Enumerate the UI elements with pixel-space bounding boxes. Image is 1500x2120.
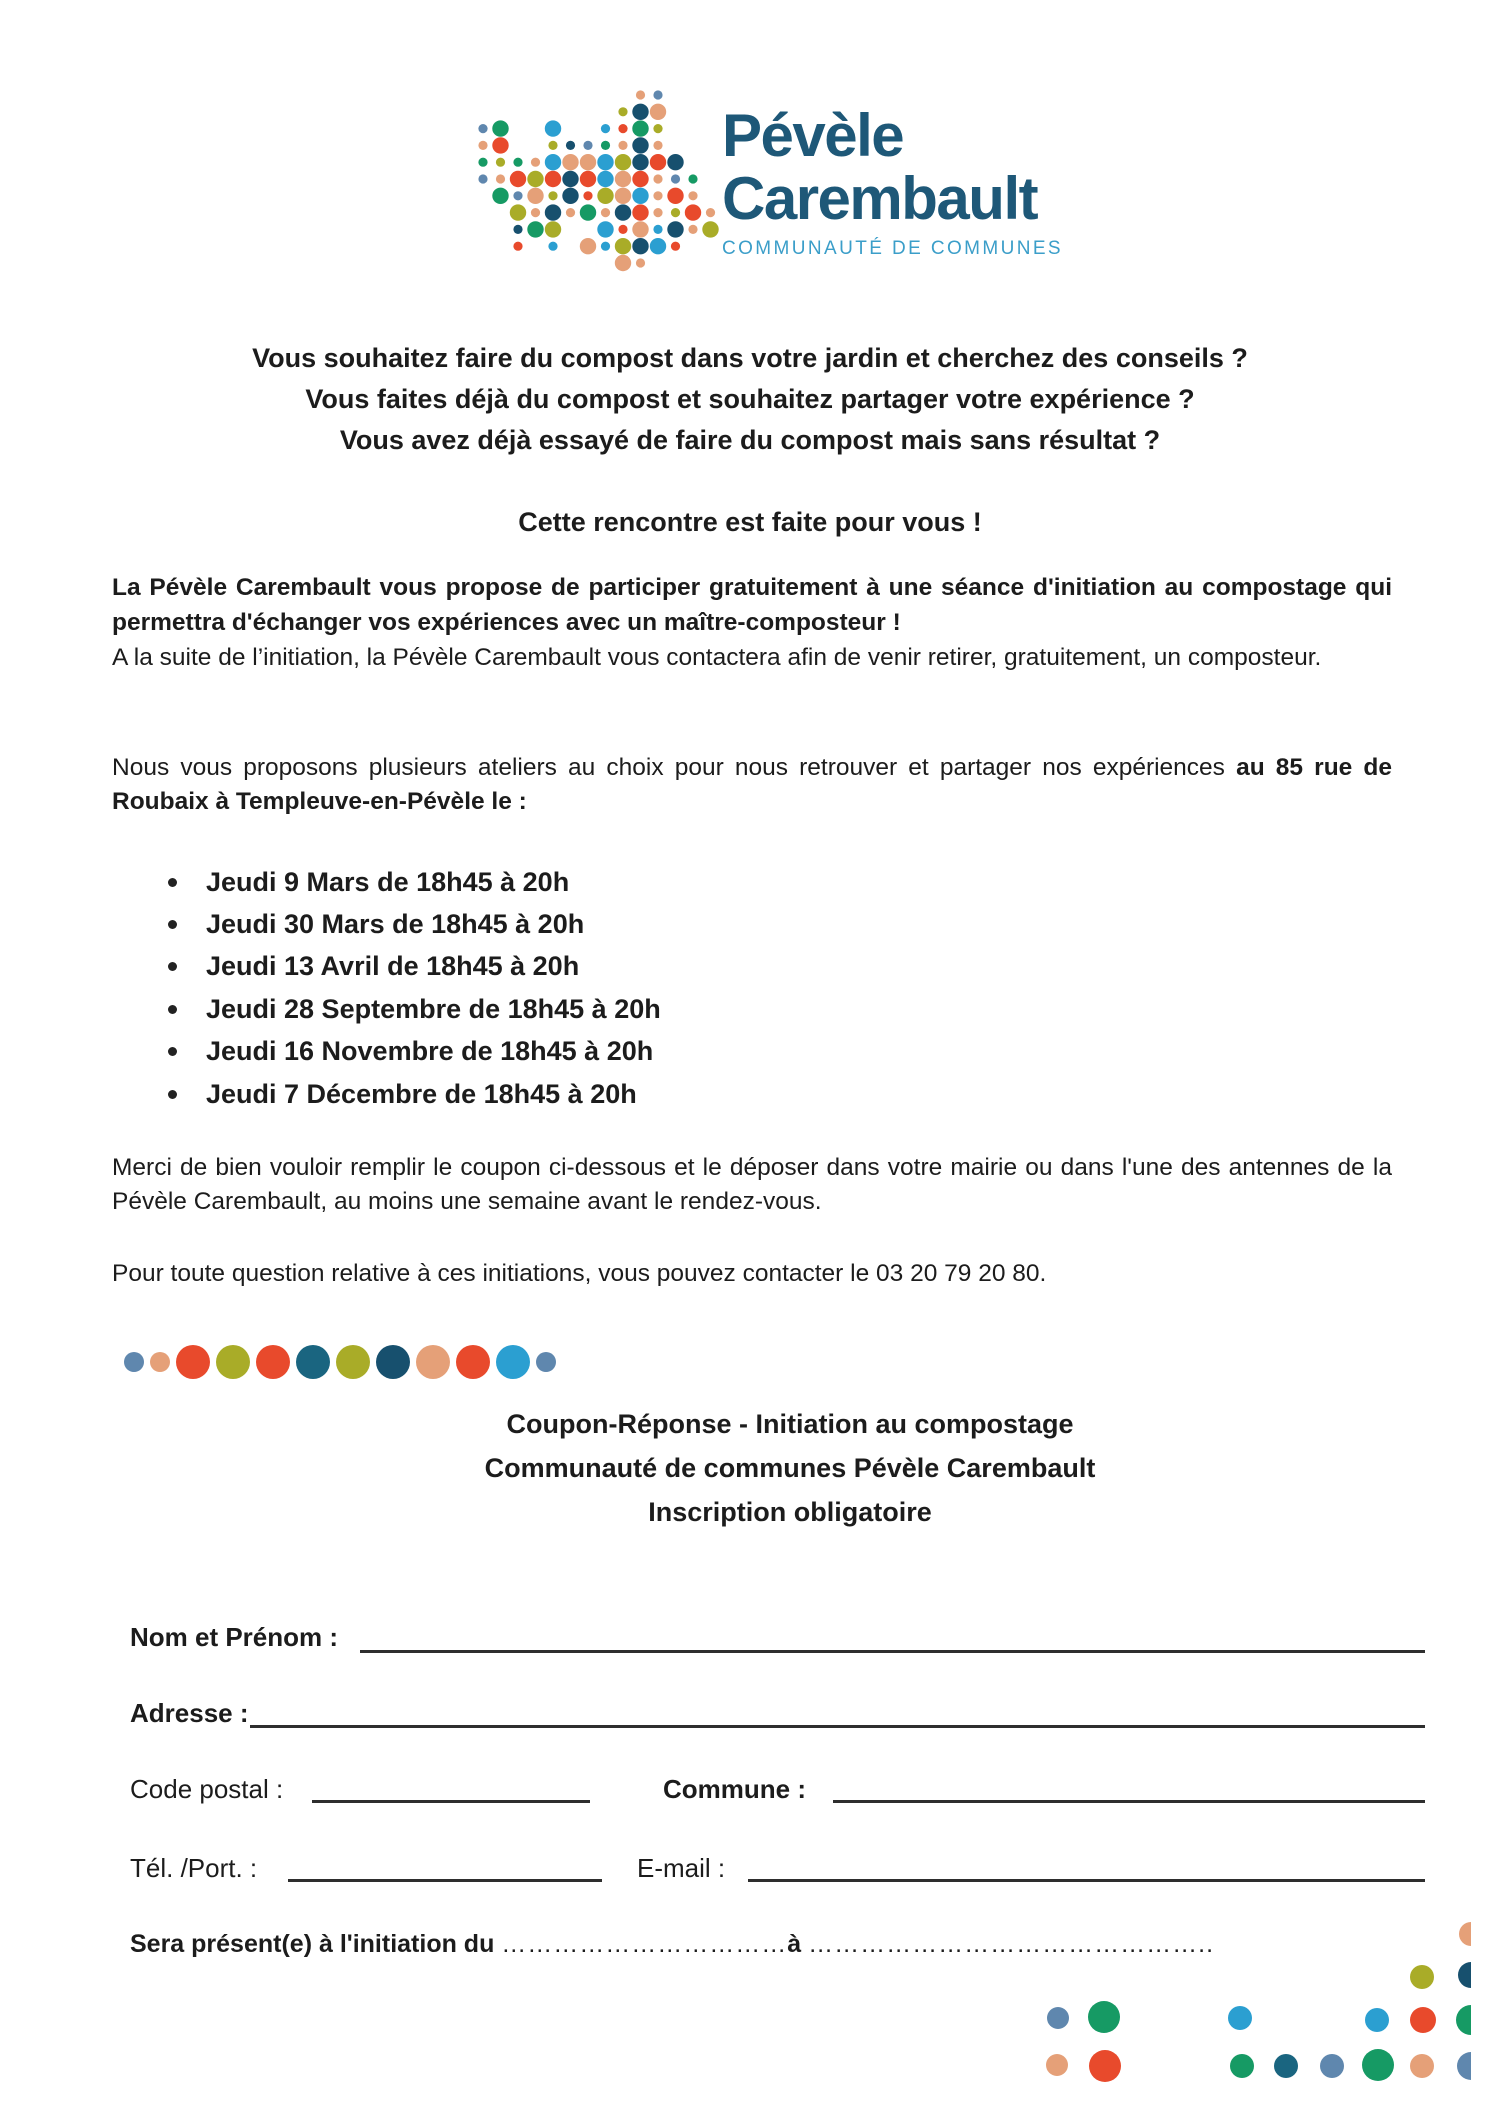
divider-dot	[176, 1345, 210, 1379]
session-item: Jeudi 7 Décembre de 18h45 à 20h	[168, 1073, 661, 1115]
coupon-note-line: Inscription obligatoire	[648, 1497, 932, 1527]
offer-bold-text: La Pévèle Carembault vous propose de participer gratuitement à une séance d'initiation au compostage qui permettra d'échanger vos expériences avec un maître-composteur !	[112, 574, 1392, 636]
divider-dot	[496, 1345, 530, 1379]
logo-title-line2: Carembault	[722, 165, 1038, 232]
divider-dot	[376, 1345, 410, 1379]
dots-divider	[124, 1345, 556, 1379]
contact-note: Pour toute question relative à ces initiations, vous pouvez contacter le 03 20 79 20 80.	[112, 1260, 1047, 1287]
divider-dot	[536, 1352, 556, 1372]
tagline: Cette rencontre est faite pour vous !	[518, 507, 982, 537]
phone-field-label: Tél. /Port. :	[130, 1853, 258, 1883]
divider-dot	[336, 1345, 370, 1379]
workshops-intro-text: Nous vous proposons plusieurs ateliers au choix pour nous retrouver et partager nos expériences	[112, 754, 1237, 781]
session-item: Jeudi 30 Mars de 18h45 à 20h	[168, 903, 661, 945]
logo-title-line1: Pévèle	[722, 102, 904, 169]
logo-text	[722, 104, 1063, 260]
session-item: Jeudi 16 Novembre de 18h45 à 20h	[168, 1031, 661, 1073]
divider-dot	[150, 1352, 170, 1372]
name-field-label: Nom et Prénom :	[130, 1622, 339, 1652]
divider-dot	[296, 1345, 330, 1379]
question-line: Vous avez déjà essayé de faire du compost mais sans résultat ?	[339, 425, 1161, 455]
logo-subtitle: COMMUNAUTÉ DE COMMUNES	[722, 238, 1063, 259]
logo-dot-map-icon	[470, 82, 726, 277]
attendance-fill-1: ……………………………	[501, 1930, 788, 1958]
session-item: Jeudi 28 Septembre de 18h45 à 20h	[168, 988, 661, 1030]
session-item: Jeudi 13 Avril de 18h45 à 20h	[168, 946, 661, 988]
attendance-prefix: Sera présent(e) à l'initiation du	[130, 1930, 502, 1958]
attendance-link: à	[787, 1930, 809, 1958]
session-item: Jeudi 9 Mars de 18h45 à 20h	[168, 861, 661, 903]
divider-dot	[216, 1345, 250, 1379]
coupon-subtitle: Communauté de communes Pévèle Carembault	[484, 1453, 1096, 1483]
address-field-line	[250, 1725, 1425, 1728]
coupon-title: Coupon-Réponse - Initiation au compostage	[506, 1409, 1074, 1439]
divider-dot	[124, 1352, 144, 1372]
commune-field-line	[833, 1800, 1425, 1803]
session-list	[168, 861, 661, 1115]
corner-dots-decoration	[1020, 1905, 1500, 2120]
workshops-paragraph	[112, 751, 1392, 819]
phone-field-line	[288, 1879, 602, 1882]
attendance-fill-2: ………………………………………..	[808, 1930, 1215, 1958]
email-field-label: E-mail :	[637, 1853, 726, 1883]
offer-rest-text: A la suite de l’initiation, la Pévèle Carembault vous contactera afin de venir retirer, gratuitement, un composteur.	[112, 644, 1322, 671]
address-field-label: Adresse :	[130, 1698, 249, 1728]
commune-field-label: Commune :	[663, 1774, 806, 1804]
postal-field-line	[312, 1800, 590, 1803]
divider-dot	[416, 1345, 450, 1379]
divider-dot	[256, 1345, 290, 1379]
question-line: Vous faites déjà du compost et souhaitez partager votre expérience ?	[305, 384, 1195, 414]
coupon-heading	[150, 1402, 1430, 1534]
name-field-line	[360, 1650, 1425, 1653]
workshops-address-text: au 85 rue de Roubaix à Templeuve-en-Pévèle le :	[112, 754, 1392, 815]
email-field-line	[748, 1879, 1425, 1882]
postal-field-label: Code postal :	[130, 1774, 284, 1804]
offer-paragraph	[112, 570, 1392, 675]
intro-questions	[0, 338, 1500, 461]
question-line: Vous souhaitez faire du compost dans votre jardin et cherchez des conseils ?	[252, 343, 1248, 373]
coupon-note: Merci de bien vouloir remplir le coupon ci-dessous et le déposer dans votre mairie ou dans l'une des antennes de la Pévèle Carembault, au moins une semaine avant le rendez-vous.	[112, 1154, 1392, 1215]
divider-dot	[456, 1345, 490, 1379]
